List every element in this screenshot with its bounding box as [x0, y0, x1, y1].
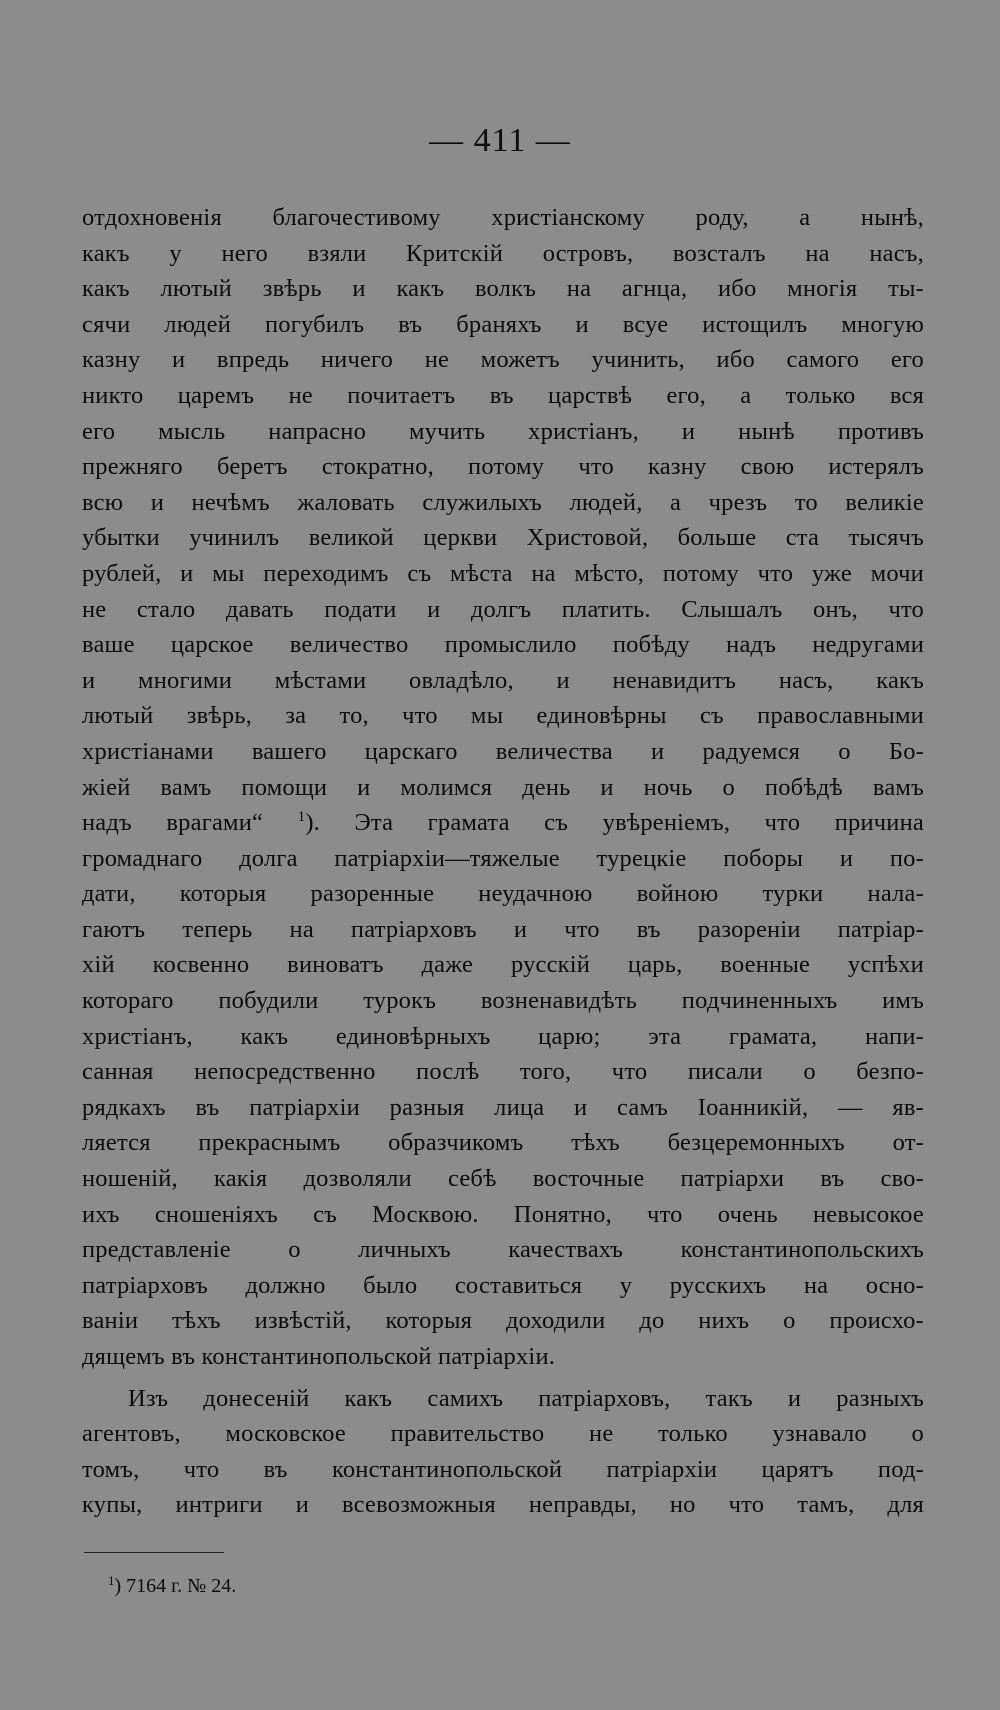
text-line: лютый звѣрь, за то, что мы единовѣрны съ православными: [82, 702, 924, 730]
text-line: какъ у него взяли Критскій островъ, возсталъ на насъ,: [82, 239, 924, 267]
text-line: убытки учинилъ великой церкви Христовой, больше ста тысячъ: [82, 524, 924, 552]
text-line: дати, которыя разоренные неудачною войною турки нала-: [82, 880, 924, 908]
text-line: громаднаго долга патріархіи—тяжелые турецкіе поборы и по-: [82, 844, 924, 872]
page-number: — 411 —: [429, 122, 571, 159]
text-line: христіанами вашего царскаго величества и радуемся о Бо-: [82, 737, 924, 765]
footnote-marker: 1: [108, 1573, 115, 1588]
text-line: ваше царское величество промыслило побѣду надъ недругами: [82, 631, 924, 659]
text-line-with-footnote-ref: [82, 805, 924, 841]
main-text: [82, 200, 924, 1523]
text-line: не стало давать подати и долгъ платить. Слышалъ онъ, что: [82, 595, 924, 623]
text-line: ношеній, какія дозволяли себѣ восточные патріархи въ сво-: [82, 1165, 924, 1193]
text-line: санная непосредственно послѣ того, что писали о безпо-: [82, 1058, 924, 1086]
text-line: и многими мѣстами овладѣло, и ненавидитъ насъ, какъ: [82, 666, 924, 694]
text-line: гаютъ теперь на патріарховъ и что въ разореніи патріар-: [82, 915, 924, 943]
text-line: рядкахъ въ патріархіи разныя лица и самъ Іоанникій, — яв-: [82, 1093, 924, 1121]
text-line: агентовъ, московское правительство не только узнавало о: [82, 1420, 924, 1448]
text-line: ваніи тѣхъ извѣстій, которыя доходили до нихъ о происхо-: [82, 1307, 924, 1335]
text-line: купы, интриги и всевозможныя неправды, но что тамъ, для: [82, 1491, 924, 1519]
text-line: патріарховъ должно было составиться у русскихъ на осно-: [82, 1271, 924, 1299]
text-line: котораго побудили турокъ возненавидѣть подчиненныхъ имъ: [82, 987, 924, 1015]
text-line: сячи людей погубилъ въ браняхъ и всуе истощилъ многую: [82, 310, 924, 338]
text-line: рублей, и мы переходимъ съ мѣста на мѣсто, потому что уже мочи: [82, 559, 924, 587]
text-line: никто царемъ не почитаетъ въ царствѣ его, а только вся: [82, 381, 924, 409]
text-line: представленіе о личныхъ качествахъ константинопольскихъ: [82, 1236, 924, 1264]
text-line: прежняго беретъ стократно, потому что казну свою истерялъ: [82, 453, 924, 481]
text-line: хій косвенно виноватъ даже русскій царь, военные успѣхи: [82, 951, 924, 979]
text-line: всю и нечѣмъ жаловать служилыхъ людей, а чрезъ то великіе: [82, 488, 924, 516]
text-line: ляется прекраснымъ образчикомъ тѣхъ безцеремонныхъ от-: [82, 1129, 924, 1157]
text-fragment: ). Эта грамата съ увѣреніемъ, что причина: [305, 809, 924, 837]
text-line: Изъ донесеній какъ самихъ патріарховъ, такъ и разныхъ: [128, 1384, 924, 1412]
text-line: казну и впредь ничего не можетъ учинить, ибо самого его: [82, 346, 924, 374]
text-line: жіей вамъ помощи и молимся день и ночь о побѣдѣ вамъ: [82, 773, 924, 801]
text-line: ихъ сношеніяхъ съ Москвою. Понятно, что очень невысокое: [82, 1200, 924, 1228]
text-line: какъ лютый звѣрь и какъ волкъ на агнца, ибо многія ты-: [82, 275, 924, 303]
footnote-divider: [84, 1552, 224, 1553]
footnote-text: ) 7164 г. № 24.: [114, 1575, 237, 1597]
text-line: его мысль напрасно мучить христіанъ, и нынѣ противъ: [82, 417, 924, 445]
text-line: дящемъ въ константинопольской патріархіи.: [82, 1343, 556, 1370]
text-line: христіанъ, какъ единовѣрныхъ царю; эта грамата, напи-: [82, 1022, 924, 1050]
text-line: отдохновенія благочестивому христіанскому роду, а нынѣ,: [82, 204, 924, 231]
footnote: [108, 1572, 236, 1600]
footnote-reference[interactable]: 1: [297, 809, 306, 826]
text-line: томъ, что въ константинопольской патріархіи царятъ под-: [82, 1455, 924, 1483]
text-fragment: надъ врагами“: [82, 809, 264, 837]
